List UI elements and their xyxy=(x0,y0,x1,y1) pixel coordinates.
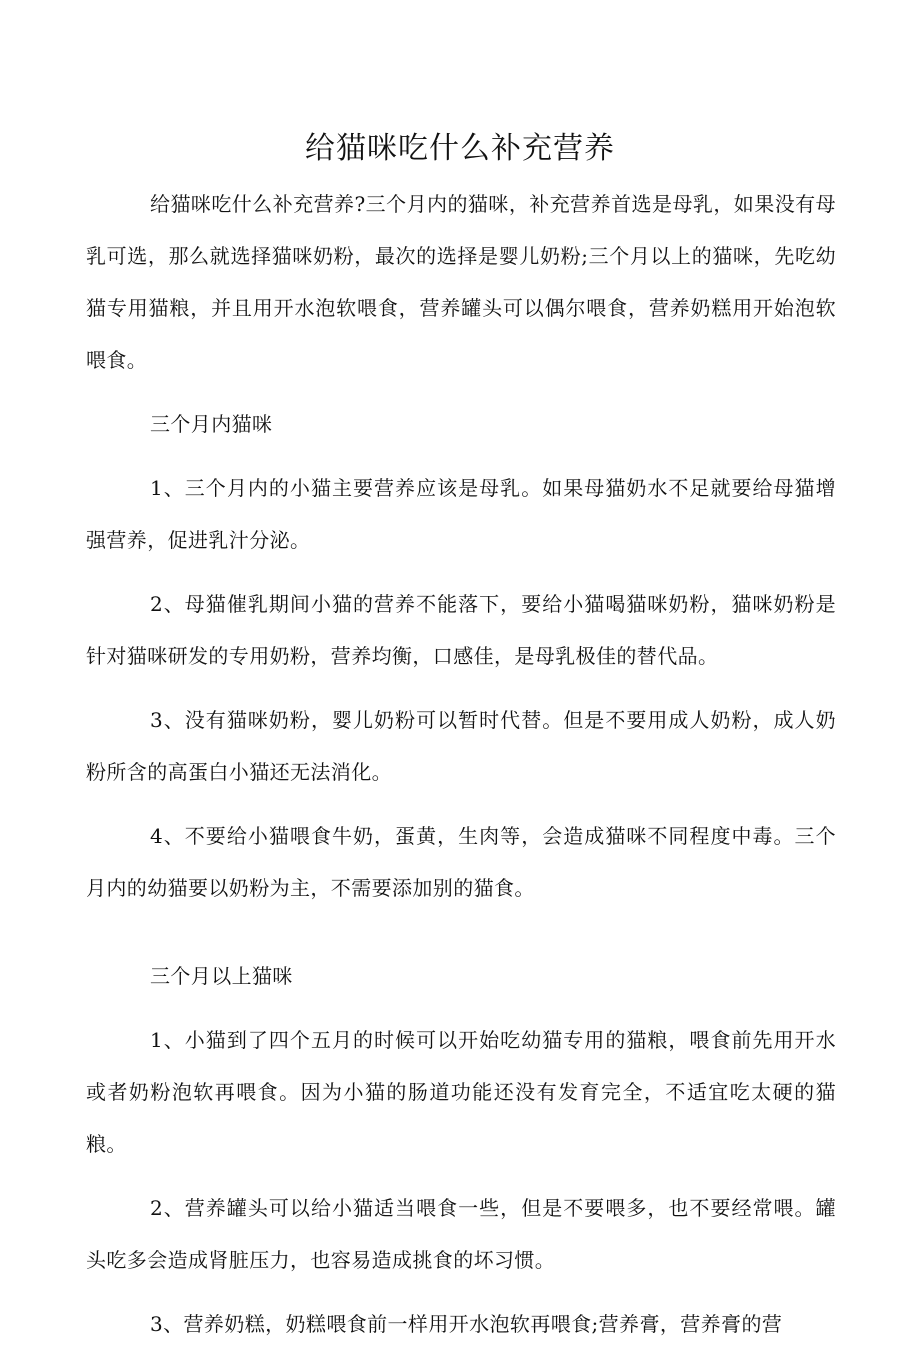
list-item: 2、母猫催乳期间小猫的营养不能落下，要给小猫喝猫咪奶粉，猫咪奶粉是针对猫咪研发的专用奶粉，营养均衡，口感佳，是母乳极佳的替代品。 xyxy=(86,592,836,668)
section-heading-under-three-months: 三个月内猫咪 xyxy=(150,412,273,436)
document-title: 给猫咪吃什么补充营养 xyxy=(305,131,615,166)
document-body xyxy=(86,178,836,1350)
list-item: 4、不要给小猫喂食牛奶，蛋黄，生肉等，会造成猫咪不同程度中毒。三个月内的幼猫要以奶粉为主，不需要添加别的猫食。 xyxy=(86,824,836,900)
list-item: 3、营养奶糕，奶糕喂食前一样用开水泡软再喂食;营养膏，营养膏的营 xyxy=(150,1312,783,1336)
list-item: 2、营养罐头可以给小猫适当喂食一些，但是不要喂多，也不要经常喂。罐头吃多会造成肾脏压力，也容易造成挑食的坏习惯。 xyxy=(86,1196,836,1272)
list-item: 3、没有猫咪奶粉，婴儿奶粉可以暂时代替。但是不要用成人奶粉，成人奶粉所含的高蛋白小猫还无法消化。 xyxy=(86,708,836,784)
section-heading-over-three-months: 三个月以上猫咪 xyxy=(150,964,293,988)
list-item: 1、三个月内的小猫主要营养应该是母乳。如果母猫奶水不足就要给母猫增强营养，促进乳汁分泌。 xyxy=(86,476,836,552)
intro-paragraph: 给猫咪吃什么补充营养?三个月内的猫咪，补充营养首选是母乳，如果没有母乳可选，那么就选择猫咪奶粉，最次的选择是婴儿奶粉;三个月以上的猫咪，先吃幼猫专用猫粮，并且用开水泡软喂食，营养罐头可以偶尔喂食，营养奶糕用开始泡软喂食。 xyxy=(86,192,836,372)
list-item: 1、小猫到了四个五月的时候可以开始吃幼猫专用的猫粮，喂食前先用开水或者奶粉泡软再喂食。因为小猫的肠道功能还没有发育完全，不适宜吃太硬的猫粮。 xyxy=(86,1028,836,1156)
